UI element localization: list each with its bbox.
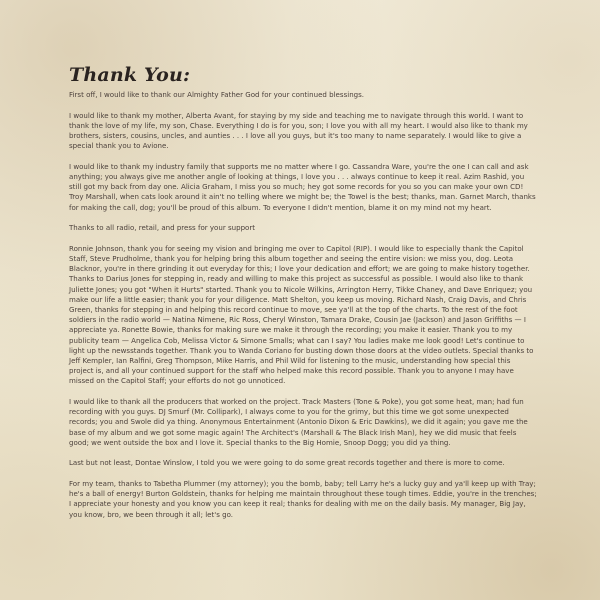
paragraph-intro: First off, I would like to thank our Almighty Father God for your continued blessings.: [69, 90, 365, 99]
page-title: Thank You:: [69, 64, 191, 86]
thank-you-section: [69, 64, 537, 530]
paragraph-industry-family: I would like to thank my industry family that supports me no matter where I go. Cassandra Ware, you're the one I can call and ask anything; you always give me another angle of looking at things, I love you . . . always continue to keep it real. Azim Rashid, you still got my back from day one. Alicia Graham, I miss you so much; hey got some records for you so you can make your own CD! Troy Marshall, when cats look around it ain't no telling where we might be; the Towel is the best; thanks, man. Garnet March, thanks for making the call, dog; you'll be proud of this album. To everyone I didn't mention, blame it on my mind not my heart.: [69, 161, 536, 212]
paragraph-capitol-staff: Ronnie Johnson, thank you for seeing my vision and bringing me over to Capitol (RIP). I would like to especially thank the Capitol Staff, Steve Prudholme, thank you for helping bring this album together and seeing the entire vision: we miss you, dog. Leota Blacknor, you're in there grinding it out everyday for this; I love your dedication and effort; we are going to make history together. Thanks to Darius Jones for stepping in, ready and willing to make this project as successful as possible. I would also like to thank Juliette Jones; you got "When it Hurts" started. Thank you to Nicole Wilkins, Arrington Herry, Tikke Chaney, and Dave Enriquez; you make our life a little easier; thank you for your diligence. Matt Shelton, you keep us moving. Richard Nash, Craig Davis, and Chris Green, thanks for stepping in and helping this record continue to move, see ya'll at the top of the charts. To the rest of the foot soldiers in the radio world — Natina Nimene, Ric Ross, Cheryl Winston, Tamara Drake, Cousin Jae (Jackson) and Jason Griffiths — I appreciate ya. Ronette Bowie, thanks for making sure we make it through the recording; you make it easier. Thank you to my publicity team — Angelica Cob, Melissa Victor & Simone Smalls; what can I say? You ladies make me look good! Let's continue to light up the newsstands together. Thank you to Wanda Coriano for busting down those doors at the video outlets. Special thanks to Jeff Kempler, Ian Ralfini, Greg Thompson, Mike Harris, and Phil Wild for listening to the music, understanding how special this project is, and all your continued support for the staff who helped make this record possible. Thank you to anyone I may have missed on the Capitol Staff; your efforts do not go unnoticed.: [69, 243, 534, 386]
paragraph-team: For my team, thanks to Tabetha Plummer (my attorney); you the bomb, baby; tell Larry he's a lucky guy and ya'll keep up with Tray; he's a ball of energy! Burton Goldstein, thanks for helping me maintain throughout these tough times. Eddie, you're in the trenches; I appreciate your honesty and you know you can keep it real; thanks for dealing with me on the daily basis. My manager, Big Jay, you know, bro, we been through it all; let's go.: [69, 479, 537, 519]
paragraph-producers: I would like to thank all the producers that worked on the project. Track Masters (Tone & Poke), you got some heat, man; had fun recording with you guys. DJ Smurf (Mr. Collipark), I always come to you for the grimy, but this time we got some unexpected records; you and Swole did ya thing. Anonymous Entertainment (Antonio Dixon & Eric Dawkins), we did it again; you gave me the base of my album and we got some magic again! The Architect's (Marshall & The Black Irish Man), hey we did music that feels good; we went outside the box and I love it. Special thanks to the Big Homie, Snoop Dogg; you did ya thing.: [69, 397, 528, 447]
paragraph-last-but-not-least: Last but not least, Dontae Winslow, I told you we were going to do some great records together and there is more to come.: [69, 458, 505, 468]
paragraph-family: I would like to thank my mother, Alberta Avant, for staying by my side and teaching me to navigate through this world. I want to thank the love of my life, my son, Chase. Everything I do is for you, son; I love you with all my heart. I would also like to thank my brothers, sisters, cousins, uncles, and aunties . . . I love all you guys, but it's too many to name separately. I would like to give a special thank you to Avione.: [69, 110, 528, 151]
paragraph-radio-retail-press: Thanks to all radio, retail, and press for your support: [69, 223, 256, 233]
